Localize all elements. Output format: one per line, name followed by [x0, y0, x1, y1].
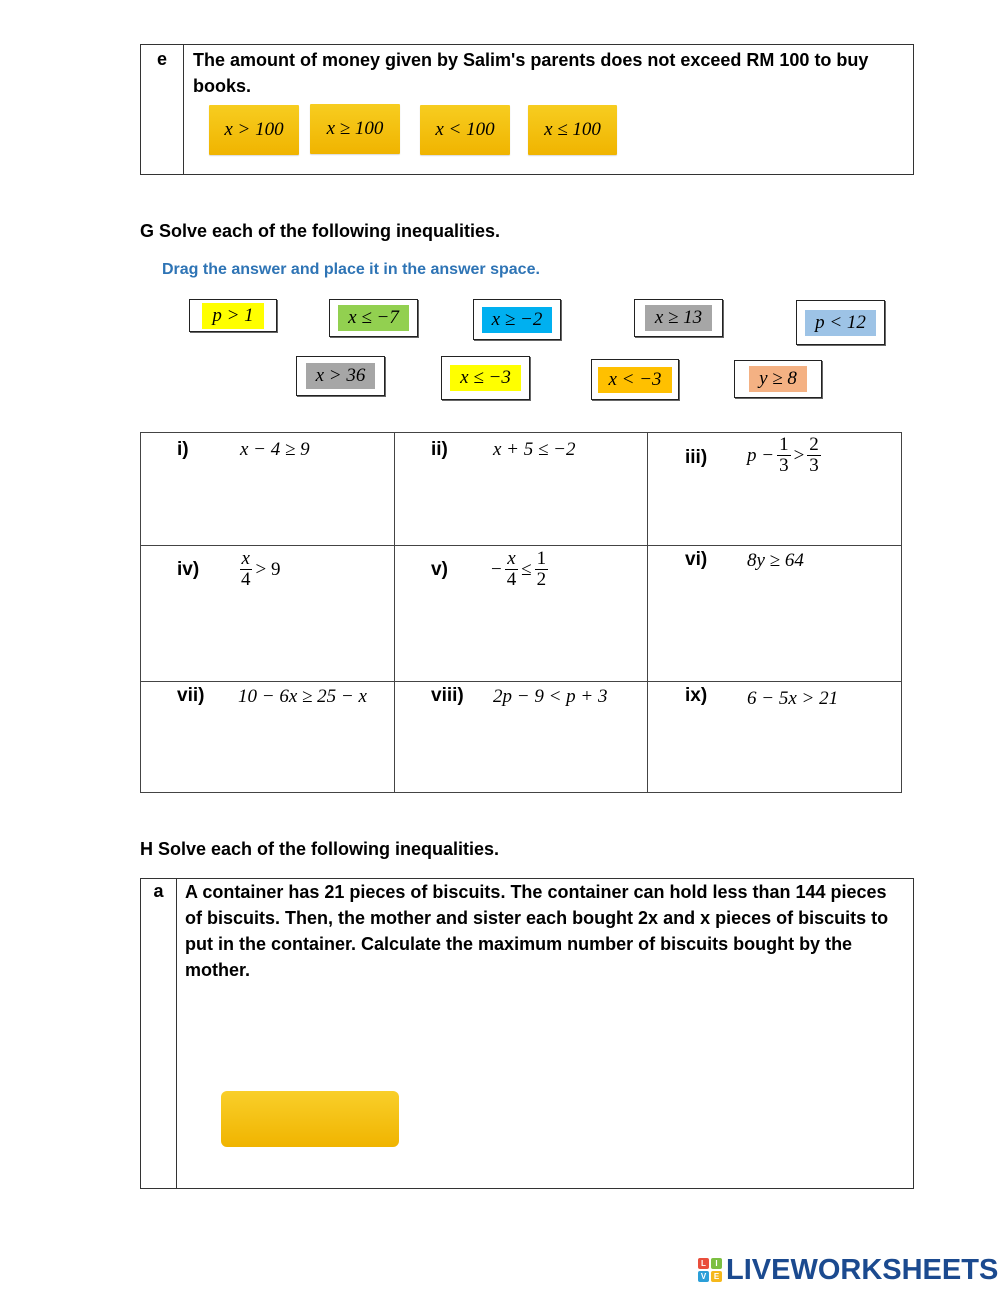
- answer-tile-p-gt-1[interactable]: [189, 299, 277, 332]
- question-label: vii): [177, 685, 205, 706]
- numerator: 1: [536, 548, 547, 569]
- denominator: 3: [809, 455, 819, 476]
- fraction: [239, 549, 253, 590]
- expr-part: −: [491, 558, 502, 580]
- question-expression: 6 − 5x > 21: [747, 688, 839, 709]
- answer-tile-x-le-neg3[interactable]: [441, 356, 530, 400]
- question-label: viii): [431, 685, 464, 706]
- tile-fill: x < −3: [598, 367, 671, 393]
- denominator: 3: [779, 455, 789, 476]
- section-h-heading: H Solve each of the following inequalities.: [140, 839, 500, 859]
- numerator: x: [507, 548, 516, 569]
- denominator: 2: [536, 569, 547, 590]
- tile-fill: p < 12: [805, 310, 876, 336]
- logo-mark-cell: L: [698, 1258, 709, 1269]
- logo-mark-cell: I: [711, 1258, 722, 1269]
- answer-tile-x-lt-neg3[interactable]: [591, 359, 679, 400]
- question-h-box: [140, 878, 914, 1189]
- logo-mark-cell: V: [698, 1271, 709, 1282]
- fraction: [777, 435, 791, 476]
- answer-tile-y-ge-8[interactable]: [734, 360, 822, 398]
- answer-tile-x-ge-13[interactable]: [634, 299, 723, 337]
- choice-x-le-100[interactable]: x ≤ 100: [528, 105, 617, 155]
- question-expression: [747, 435, 821, 476]
- question-expression: [491, 549, 548, 590]
- answer-tile-x-gt-36[interactable]: [296, 356, 385, 396]
- question-h-text: A container has 21 pieces of biscuits. The container can hold less than 144 pieces of biscuits. Then, the mother and sister each bought 2x and x pieces of biscuits to put in the container. Calculate the maximum number of biscuits bought by the mother.: [185, 882, 889, 980]
- expr-operator: ≤: [521, 558, 532, 580]
- question-label: vi): [685, 549, 708, 570]
- question-letter: a: [141, 879, 177, 1188]
- grid-divider: [394, 433, 395, 792]
- fraction: [505, 549, 519, 590]
- question-e-text: The amount of money given by Salim's parents does not exceed RM 100 to buy books.: [193, 50, 869, 96]
- denominator: 4: [241, 569, 251, 590]
- question-expression: 2p − 9 < p + 3: [493, 686, 608, 707]
- drag-instruction: Drag the answer and place it in the answer space.: [162, 261, 540, 278]
- numerator: x: [241, 548, 250, 569]
- question-e-box: [140, 44, 914, 175]
- tile-fill: p > 1: [202, 303, 263, 329]
- fraction: [807, 435, 821, 476]
- logo-mark-cell: E: [711, 1271, 722, 1282]
- numerator: 1: [779, 434, 789, 455]
- tile-fill: x ≤ −3: [450, 365, 521, 391]
- numerator: 2: [809, 434, 819, 455]
- grid-divider: [647, 433, 648, 792]
- section-g-heading: G Solve each of the following inequalities.: [140, 221, 501, 241]
- liveworksheets-logo: [698, 1253, 998, 1287]
- tile-fill: x > 36: [306, 363, 376, 389]
- question-expression: 8y ≥ 64: [747, 550, 804, 571]
- grid-divider: [141, 681, 901, 682]
- question-expression: 10 − 6x ≥ 25 − x: [238, 686, 367, 707]
- question-expression: x + 5 ≤ −2: [493, 439, 576, 460]
- question-letter: e: [141, 45, 184, 174]
- answer-tile-p-lt-12[interactable]: [796, 300, 885, 345]
- choice-x-lt-100[interactable]: x < 100: [420, 105, 510, 155]
- question-grid: [140, 432, 902, 793]
- answer-tile-x-le-neg7[interactable]: [329, 299, 418, 337]
- tile-fill: x ≥ −2: [482, 307, 553, 333]
- question-label: iv): [177, 559, 200, 580]
- question-expression: [239, 549, 280, 590]
- question-label: iii): [685, 447, 708, 468]
- tile-fill: y ≥ 8: [749, 366, 807, 392]
- question-label: ix): [685, 685, 708, 706]
- tile-fill: x ≥ 13: [645, 305, 712, 331]
- grid-divider: [141, 545, 901, 546]
- answer-input-box[interactable]: [221, 1091, 399, 1147]
- expr-operator: >: [793, 444, 805, 466]
- answer-tile-x-ge-neg2[interactable]: [473, 299, 561, 340]
- denominator: 4: [506, 569, 517, 590]
- fraction: [535, 549, 549, 590]
- logo-mark-icon: [698, 1258, 722, 1282]
- question-label: ii): [431, 439, 448, 460]
- choice-x-gt-100[interactable]: x > 100: [209, 105, 299, 155]
- expr-part: > 9: [255, 558, 281, 580]
- logo-wordmark: LIVEWORKSHEETS: [726, 1253, 999, 1286]
- question-label: i): [177, 439, 189, 460]
- question-expression: x − 4 ≥ 9: [240, 439, 310, 460]
- expr-part: p −: [747, 444, 775, 466]
- choice-x-ge-100[interactable]: x ≥ 100: [310, 104, 400, 154]
- question-label: v): [431, 559, 448, 580]
- tile-fill: x ≤ −7: [338, 305, 409, 331]
